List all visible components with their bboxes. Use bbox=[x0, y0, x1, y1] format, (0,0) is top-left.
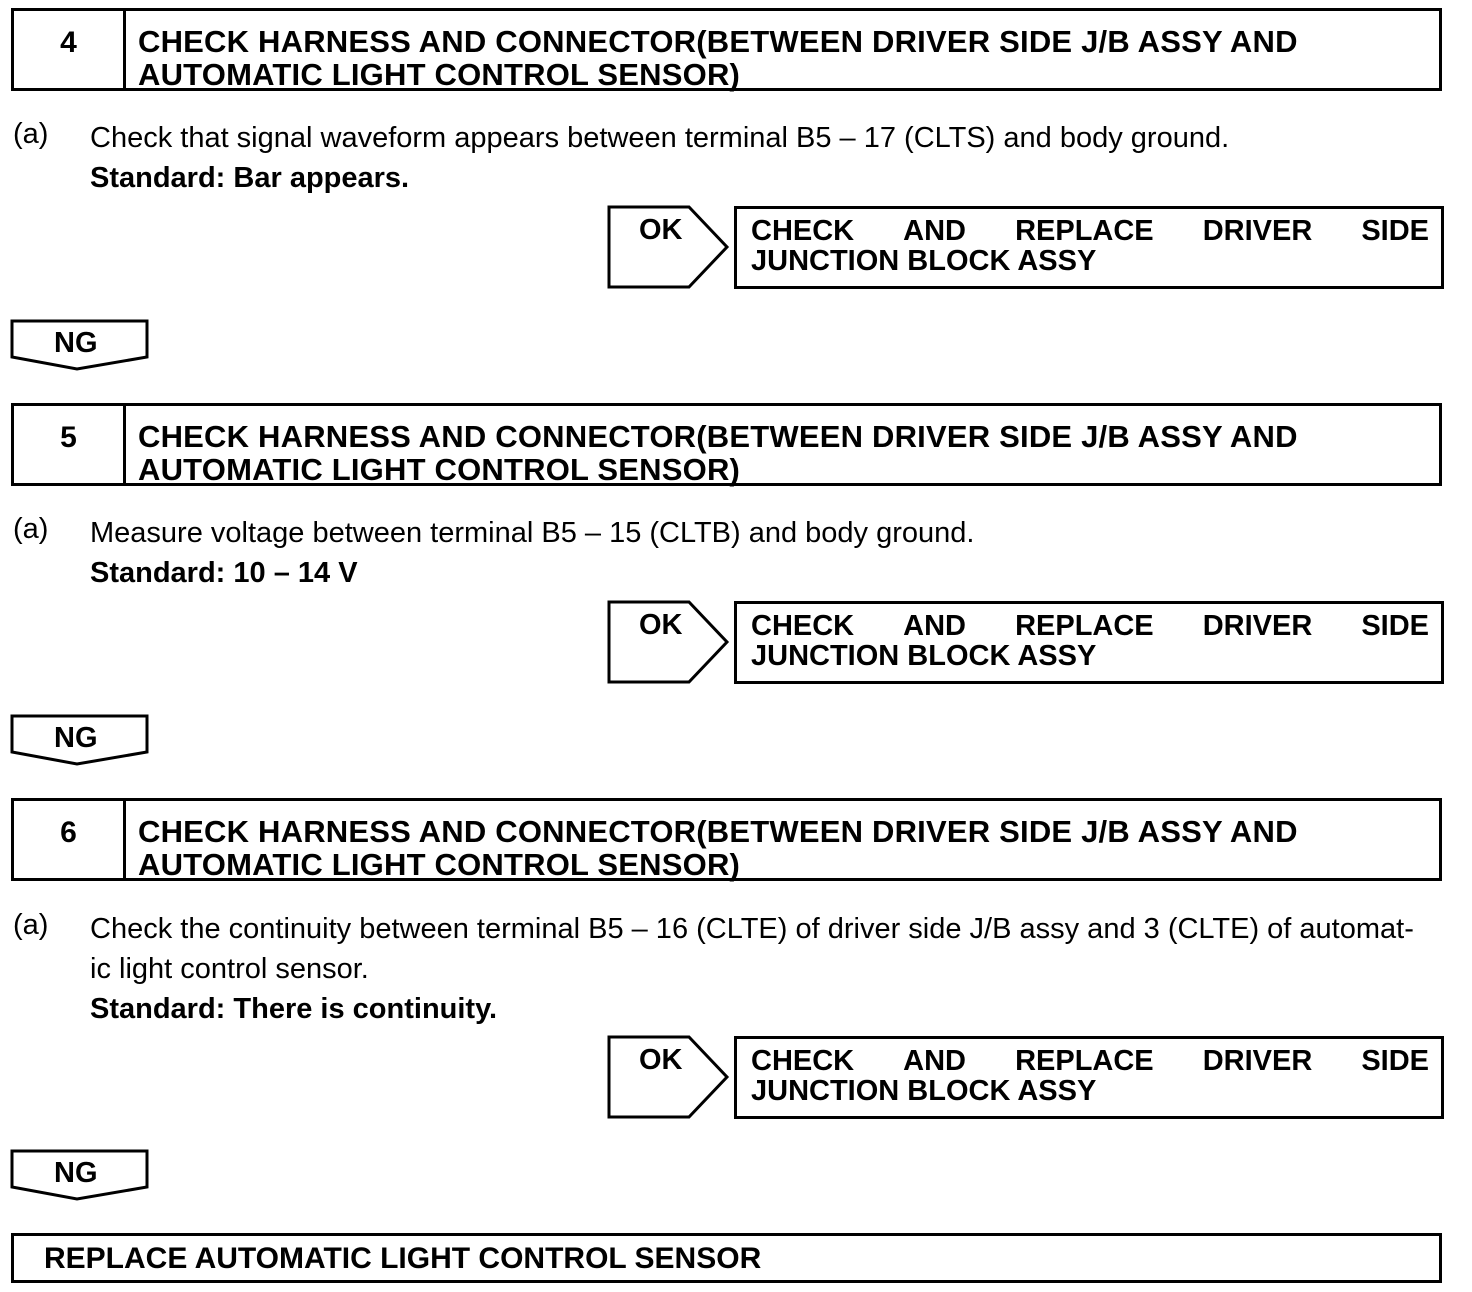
result-word: CHECK bbox=[751, 1045, 855, 1077]
ng-label: NG bbox=[54, 1157, 98, 1189]
step-number: 4 bbox=[14, 11, 126, 88]
result-word: REPLACE bbox=[1015, 610, 1154, 642]
step-4-header bbox=[11, 8, 1442, 91]
standard-text: Standard: Bar appears. bbox=[90, 162, 410, 194]
result-word: CHECK bbox=[751, 215, 855, 247]
result-line1 bbox=[751, 1046, 1429, 1076]
result-word: AND bbox=[903, 1045, 967, 1077]
standard-text: Standard: There is continuity. bbox=[90, 993, 498, 1025]
result-line2: JUNCTION BLOCK ASSY bbox=[751, 1075, 1097, 1107]
step-title-line2: AUTOMATIC LIGHT CONTROL SENSOR) bbox=[138, 452, 741, 487]
result-line1 bbox=[751, 216, 1429, 246]
ok-label: OK bbox=[639, 1044, 683, 1076]
step-title-line1: CHECK HARNESS AND CONNECTOR(BETWEEN DRIVER SIDE J/B ASSY AND bbox=[138, 24, 1298, 59]
result-word: DRIVER bbox=[1202, 1045, 1313, 1077]
result-word: REPLACE bbox=[1015, 215, 1154, 247]
step-title-line2: AUTOMATIC LIGHT CONTROL SENSOR) bbox=[138, 57, 741, 92]
result-line1 bbox=[751, 611, 1429, 641]
result-word: DRIVER bbox=[1202, 215, 1313, 247]
result-line2: JUNCTION BLOCK ASSY bbox=[751, 245, 1097, 277]
standard-text: Standard: 10 – 14 V bbox=[90, 557, 358, 589]
result-word: REPLACE bbox=[1015, 1045, 1154, 1077]
result-word: SIDE bbox=[1361, 610, 1429, 642]
step-6-header bbox=[11, 798, 1442, 881]
result-word: AND bbox=[903, 215, 967, 247]
step-title bbox=[126, 801, 1439, 882]
step-number: 5 bbox=[14, 406, 126, 483]
step-title bbox=[126, 406, 1439, 487]
item-text bbox=[90, 118, 1450, 198]
item-letter: (a) bbox=[13, 513, 49, 545]
result-word: AND bbox=[903, 610, 967, 642]
step-number: 6 bbox=[14, 801, 126, 878]
step-title-line1: CHECK HARNESS AND CONNECTOR(BETWEEN DRIVER SIDE J/B ASSY AND bbox=[138, 814, 1298, 849]
ok-label: OK bbox=[639, 609, 683, 641]
item-text-line1: Check the continuity between terminal B5 – 16 (CLTE) of driver side J/B assy and 3 (CLTE) of automat- bbox=[90, 913, 1414, 945]
result-word: SIDE bbox=[1361, 215, 1429, 247]
item-text bbox=[90, 513, 1450, 593]
ok-label: OK bbox=[639, 214, 683, 246]
step-5-header bbox=[11, 403, 1442, 486]
step-title-line1: CHECK HARNESS AND CONNECTOR(BETWEEN DRIVER SIDE J/B ASSY AND bbox=[138, 419, 1298, 454]
ok-result-box bbox=[734, 206, 1444, 289]
ok-result-box bbox=[734, 1036, 1444, 1119]
item-text-body: Measure voltage between terminal B5 – 15 (CLTB) and body ground. bbox=[90, 517, 975, 549]
ok-result-box bbox=[734, 601, 1444, 684]
result-word: SIDE bbox=[1361, 1045, 1429, 1077]
step-title bbox=[126, 11, 1439, 92]
item-letter: (a) bbox=[13, 118, 49, 150]
result-line2: JUNCTION BLOCK ASSY bbox=[751, 640, 1097, 672]
ng-label: NG bbox=[54, 327, 98, 359]
result-word: CHECK bbox=[751, 610, 855, 642]
item-letter: (a) bbox=[13, 909, 49, 941]
result-word: DRIVER bbox=[1202, 610, 1313, 642]
item-text-line2: ic light control sensor. bbox=[90, 953, 369, 985]
final-action-box: REPLACE AUTOMATIC LIGHT CONTROL SENSOR bbox=[11, 1233, 1442, 1283]
ng-label: NG bbox=[54, 722, 98, 754]
step-title-line2: AUTOMATIC LIGHT CONTROL SENSOR) bbox=[138, 847, 741, 882]
item-text bbox=[90, 909, 1450, 1029]
item-text-body: Check that signal waveform appears between terminal B5 – 17 (CLTS) and body ground. bbox=[90, 122, 1230, 154]
